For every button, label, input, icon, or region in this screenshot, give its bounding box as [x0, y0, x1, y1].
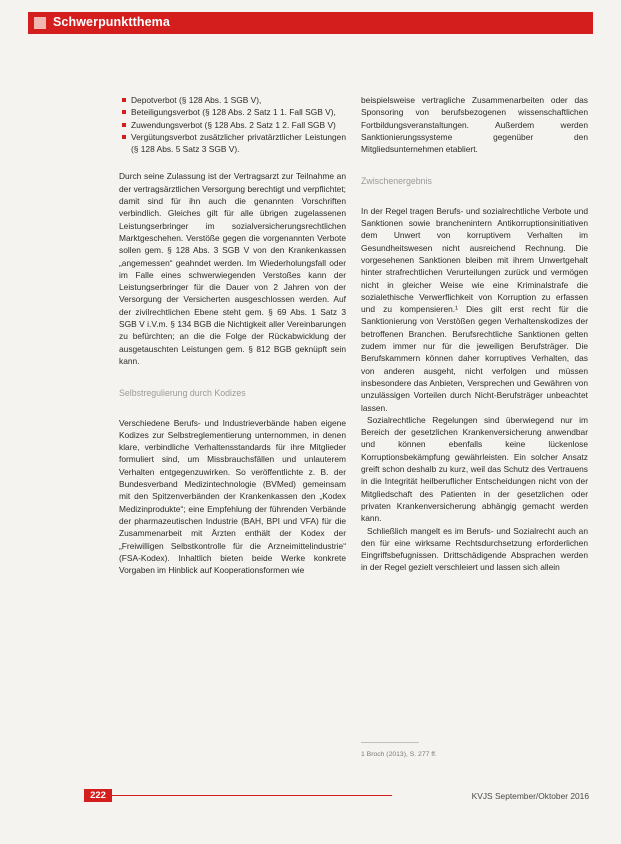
body-paragraph: Verschiedene Berufs- und Industrieverbände haben eigene Kodizes zur Selbstreglementierung unternommen, in denen klare, verbindliche Verhaltensstandards für ihre Mitglieder formuliert sind, um Missbrauchsfällen und unlauterem Verhalten entgegenzuwirken. So veröffentlichte z. B. der Bundesverband Medizintechnologie (BVMed) gemeinsam mit den Spitzenverbänden der Krankenkassen den „Kodex Medizinprodukte“; eine Empfehlung der führenden Verbände der pharmazeutischen Industrie (BAH, BPI und VFA) für die Zusammenarbeit mit Ärzten enthält der Kodex der „Freiwilligen Selbstkontrolle für die Arzneimittelindustrie“ (FSA-Kodex). Inhaltlich bieten beide Werke konkrete Vorgaben im Hinblick auf Kooperationsformen wie — [119, 417, 346, 576]
section-header-bar — [28, 12, 593, 34]
body-paragraph: beispielsweise vertragliche Zusammenarbeiten oder das Sponsoring von berufsbezogenen wissenschaftlichen Fortbildungsveranstaltungen. Außerdem werden Sanktionierungssysteme gegenüber den Mitgliedsunternehmen etabliert. — [361, 95, 588, 155]
right-column — [361, 94, 588, 574]
list-item: Beteiligungsverbot (§ 128 Abs. 2 Satz 1 1. Fall SGB V), — [131, 106, 346, 118]
body-paragraph: Sozialrechtliche Regelungen sind überwiegend nur im Bereich der gesetzlichen Krankenversicherung anwendbar und können ebenfalls keine lückenlose Korruptionsbekämpfung gewährleisten. Ein solcher Ansatz greift schon deshalb zu kurz, weil das Schutz des Vertrauens in die Integrität heilberuflicher Entscheidungen nicht von der Mitgliedschaft des Patienten in der gesetzlichen oder privaten Krankenversicherung abhängig gemacht werden kann. — [361, 414, 588, 524]
header-square-icon — [34, 17, 46, 29]
body-paragraph: Schließlich mangelt es im Berufs- und Sozialrecht auch an den für eine wirksame Rechtsdurchsetzung erforderlichen Eingriffsbefugnissen. Drittschädigende Absprachen werden in der Regel gezielt verschleiert und lassen sich allein — [361, 525, 588, 573]
left-column — [119, 94, 346, 576]
list-item: Vergütungsverbot zusätzlicher privatärztlicher Leistungen (§ 128 Abs. 5 Satz 3 SGB V). — [131, 131, 346, 155]
list-item: Zuwendungsverbot (§ 128 Abs. 2 Satz 1 2. Fall SGB V) — [131, 119, 346, 131]
subheading: Zwischenergebnis — [361, 176, 432, 187]
body-paragraph: Durch seine Zulassung ist der Vertragsarzt zur Teilnahme an der vertragsärztlichen Versorgung berechtigt und verpflichtet; damit sind für ihn auch die genannten Vorschriften verbindlich. Gleiches gilt für alle übrigen zugelassenen Leistungserbringer im sozialversicherungsrechtlichen Marktgeschehen. Verstöße gegen die vorgenannten Verbote sollen gem. § 128 Abs. 3 SGB V von den Krankenkassen „angemessen“ geahndet werden. Im Wiederholungsfall oder im Falle eines schwerwiegenden Verstoßes kann der Leistungserbringer für die Dauer von 2 Jahren von der Versorgung der Versicherten ausgeschlossen werden. Auf der zivilrechtlichen Ebene steht gem. § 69 Abs. 1 Satz 3 SGB V i.V.m. § 134 BGB die Nichtigkeit aller Vereinbarungen zu befürchten; an die die Folge der Rückabwicklung der ausgetauschten Leistungen gem. § 812 BGB geknüpft sein kann. — [119, 171, 346, 366]
issue-label: KVJS September/Oktober 2016 — [471, 791, 589, 801]
body-paragraph: In der Regel tragen Berufs- und sozialrechtliche Verbote und Sanktionen sowie branchenintern Antikorruptionsinitiativen dem Unwert von korruptivem Verhalten im Gesundheitswesen nicht ausreichend Rechnung. Die vorgesehenen Sanktionen bleiben mit ihrem Unwertgehalt hinter strafrechtlichen Verurteilungen zurück und vermögen nicht in gleicher Weise wie eine Kriminalstrafe die sozialethische Verwerflichkeit von Korruption zu erfassen und zu kompensieren.¹ Dies gilt erst recht für die Sanktionierung von Verstößen gegen Verhaltenskodizes der betroffenen Branchen. Berufsrechtliche Sanktionen gelten zudem immer nur für die jeweiligen Berufsträger. Die Berufskammern können daher korruptives Verhalten, das von anderen ausgeht, nicht verfolgen und müssen insbesondere das Anbieten, Versprechen und Gewähren von unzulässigen Vorteilen durch Nicht-Berufsträger unbeachtet lassen. — [361, 205, 588, 413]
footer-divider — [112, 795, 392, 796]
page-number: 222 — [90, 790, 106, 801]
prohibition-list — [119, 94, 346, 155]
page-number-box — [84, 789, 112, 802]
subheading: Selbstregulierung durch Kodizes — [119, 388, 246, 399]
section-title: Schwerpunktthema — [53, 15, 170, 29]
footnote-divider — [361, 742, 419, 743]
list-item: Depotverbot (§ 128 Abs. 1 SGB V), — [131, 94, 346, 106]
footnote: 1 Broch (2013), S. 277 ff. — [361, 751, 437, 758]
